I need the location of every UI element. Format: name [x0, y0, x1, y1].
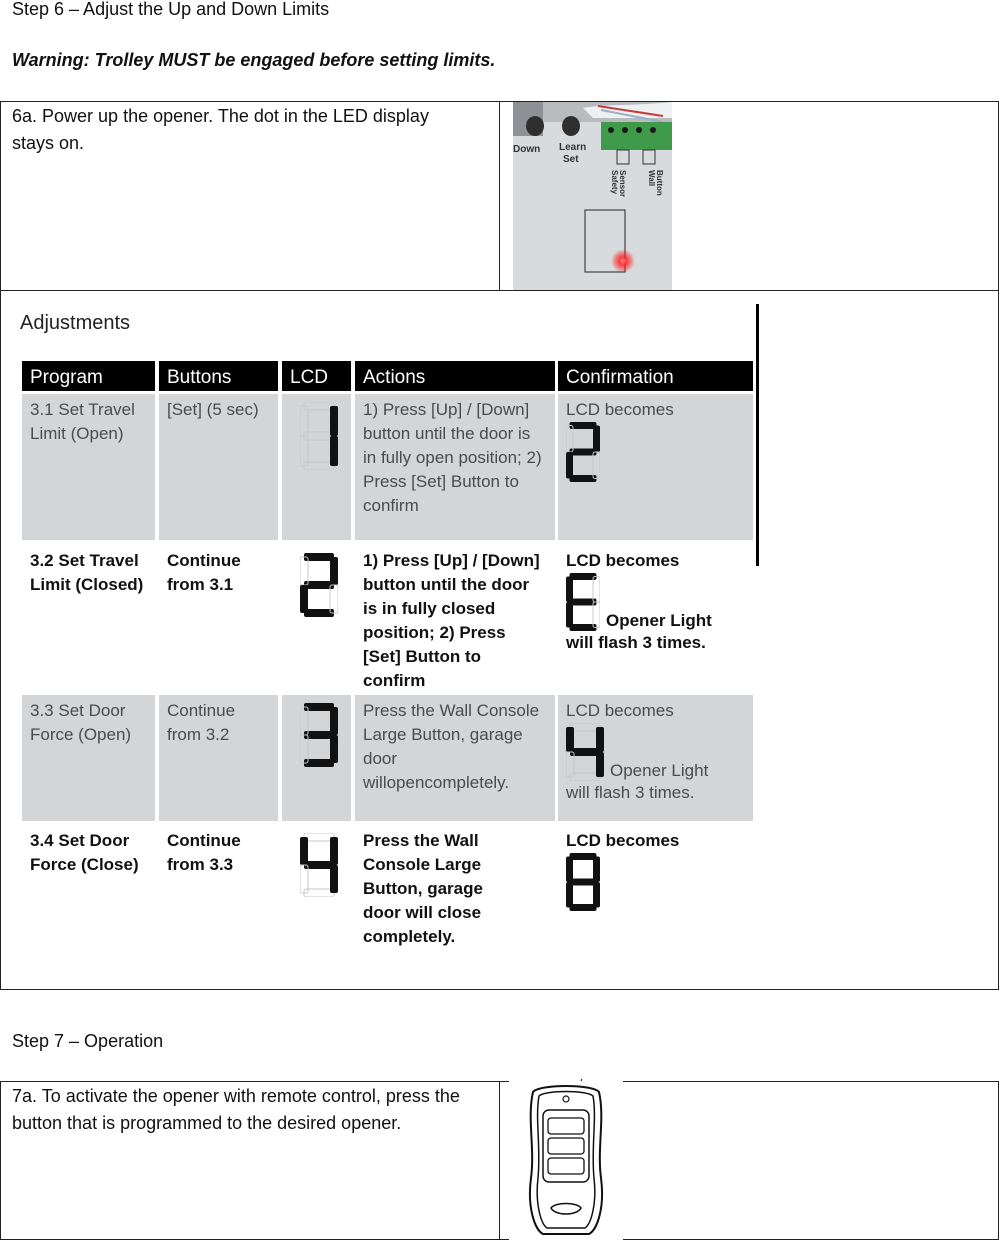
row3-program: 3.3 Set Door Force (Open) — [22, 695, 155, 821]
remote-image — [509, 1078, 623, 1240]
segment-d — [570, 624, 597, 631]
photo-label-set: Set — [563, 154, 579, 165]
segment-e — [566, 882, 573, 908]
segment-f — [566, 426, 573, 453]
segment-f — [300, 557, 308, 585]
photo-label-button: Button — [655, 170, 664, 196]
row-7a-text: 7a. To activate the opener with remote control, press the button that is programmed to the desired opener. — [12, 1086, 460, 1133]
segment-a — [304, 833, 334, 841]
row4-confirm-text: LCD becomes — [566, 831, 680, 850]
photo-label-down: Down — [513, 144, 541, 155]
segment-b — [330, 406, 338, 436]
segment-f — [566, 857, 573, 883]
segment-f — [300, 837, 308, 865]
segment-c — [593, 452, 600, 479]
segment-c — [593, 882, 600, 908]
segment-g — [570, 879, 597, 886]
segment-d — [570, 475, 597, 482]
row2-buttons: Continue from 3.1 — [167, 551, 241, 594]
segment-b — [330, 557, 338, 585]
row2-confirmation — [558, 545, 753, 691]
row-6a-text: 6a. Power up the opener. The dot in the LED display stays on. — [12, 106, 429, 153]
photo-label-safety: Safety — [610, 170, 619, 195]
row1-confirm-digit — [566, 422, 600, 482]
header-confirmation: Confirmation — [558, 361, 753, 391]
segment-c — [593, 602, 600, 628]
row1-confirmation — [558, 394, 753, 540]
photo-label-wall: Wall — [647, 170, 656, 187]
adjustments-title: Adjustments — [20, 312, 131, 334]
row2-confirm-text: LCD becomes — [566, 551, 680, 570]
segment-a — [570, 853, 597, 860]
segment-g — [570, 449, 597, 456]
row1-buttons: [Set] (5 sec) — [159, 394, 278, 540]
warning-text: Warning: Trolley MUST be engaged before setting limits. — [12, 50, 496, 70]
row3-confirm-extra-a: Opener Light — [610, 761, 709, 780]
segment-b — [596, 727, 604, 752]
segment-f — [566, 577, 573, 603]
row4-lcd — [282, 825, 351, 971]
segment-b — [593, 577, 600, 603]
row2-lcd — [282, 545, 351, 691]
segment-e — [300, 585, 308, 613]
segment-b — [330, 837, 338, 865]
row4-program: 3.4 Set Door Force (Close) — [30, 831, 139, 874]
row2-confirm-extra-b: will flash 3 times. — [566, 633, 706, 652]
step6-title: Step 6 – Adjust the Up and Down Limits — [12, 0, 330, 19]
row1-actions: 1) Press [Up] / [Down] button until the door is in fully open position; 2) Press [Set] Button to confirm — [355, 394, 555, 540]
adjustments-crop-line — [756, 304, 759, 566]
row4-lcd-digit — [300, 833, 338, 897]
segment-a — [570, 422, 597, 429]
segment-e — [566, 452, 573, 479]
segment-b — [593, 426, 600, 453]
segment-f — [566, 727, 574, 752]
segment-e — [566, 602, 573, 628]
row3-confirmation — [558, 695, 753, 821]
row4-actions: Press the Wall Console Large Button, garage door will close completely. — [363, 831, 483, 946]
row2-program: 3.2 Set Travel Limit (Closed) — [30, 551, 144, 594]
row2-lcd-digit — [300, 553, 338, 617]
segment-f — [300, 707, 308, 735]
row1-confirm-text: LCD becomes — [566, 400, 674, 419]
segment-b — [593, 857, 600, 883]
segment-e — [300, 735, 308, 763]
remote-control-drawing — [509, 1078, 623, 1240]
photo-label-sensor: Sensor — [618, 170, 627, 198]
segment-b — [330, 707, 338, 735]
row2-actions: 1) Press [Up] / [Down] button until the door is in fully closed position; 2) Press [Set] Button to confirm — [363, 551, 540, 690]
segment-c — [330, 865, 338, 893]
header-program: Program — [22, 361, 155, 391]
row1-lcd — [282, 394, 351, 540]
row1-lcd-digit — [300, 402, 338, 470]
segment-c — [596, 752, 604, 777]
row3-lcd — [282, 695, 351, 821]
row4-confirmation — [558, 825, 753, 971]
row-6a-divider — [499, 101, 500, 291]
row3-lcd-digit — [300, 703, 338, 767]
row3-confirm-text: LCD becomes — [566, 701, 674, 720]
segment-c — [330, 735, 338, 763]
segment-a — [570, 573, 597, 580]
segment-c — [330, 585, 338, 613]
row-7a-divider — [499, 1081, 500, 1240]
row4-buttons: Continue from 3.3 — [167, 831, 241, 874]
segment-c — [330, 436, 338, 466]
row3-confirm-digit — [566, 723, 604, 781]
row4-confirm-digit — [566, 853, 600, 911]
segment-d — [570, 904, 597, 911]
row3-buttons: Continue from 3.2 — [159, 695, 278, 821]
row3-confirm-extra-b: will flash 3 times. — [566, 783, 695, 802]
row2-confirm-extra-a: Opener Light — [606, 611, 712, 630]
row1-program: 3.1 Set Travel Limit (Open) — [22, 394, 155, 540]
row3-actions: Press the Wall Console Large Button, garage door willopencompletely. — [355, 695, 555, 821]
header-lcd: LCD — [282, 361, 351, 391]
segment-g — [570, 599, 597, 606]
photo-label-learn: Learn — [559, 142, 587, 153]
header-buttons: Buttons — [159, 361, 278, 391]
header-actions: Actions — [355, 361, 555, 391]
led-photo — [513, 102, 672, 290]
control-board-image — [513, 102, 672, 290]
step7-title: Step 7 – Operation — [12, 1031, 164, 1051]
row2-confirm-digit — [566, 573, 600, 631]
segment-a — [570, 723, 600, 731]
